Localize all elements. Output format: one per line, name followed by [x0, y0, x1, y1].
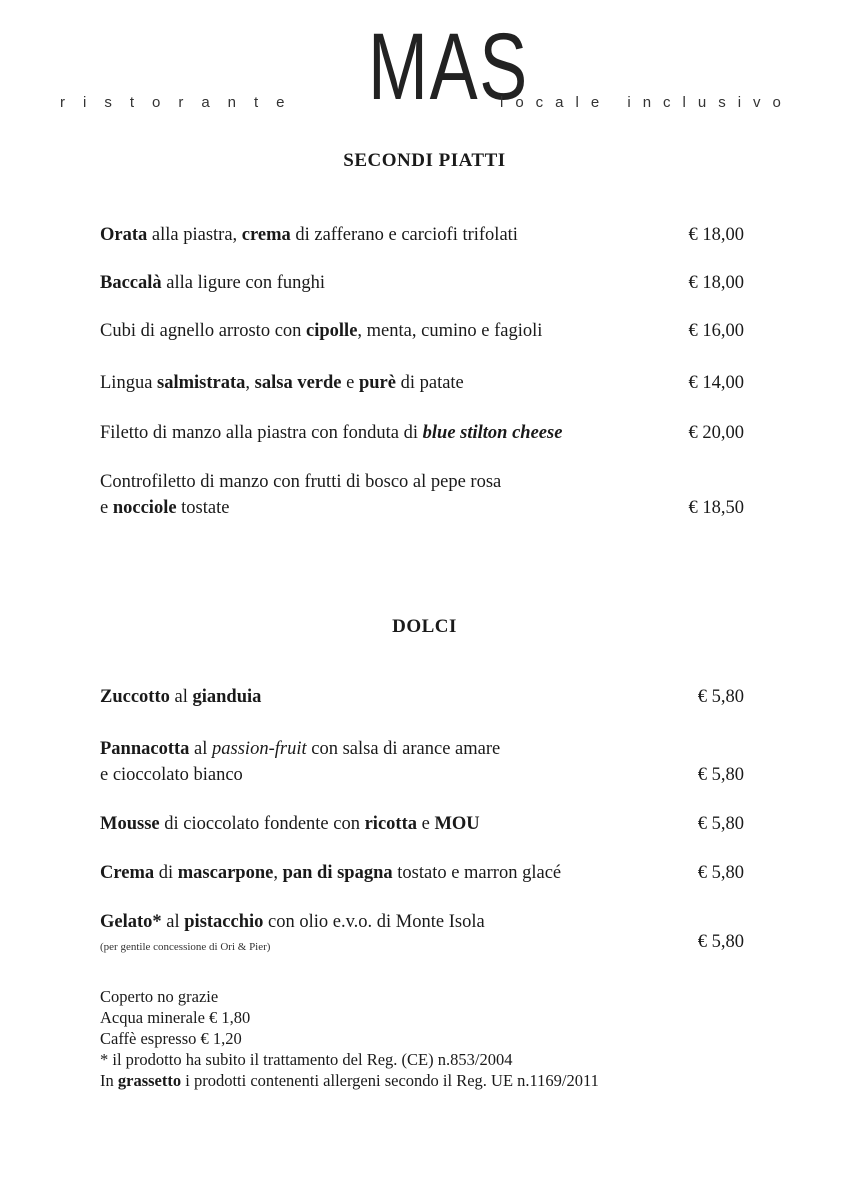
tagline-locale-inclusivo: locale inclusivo	[500, 94, 793, 111]
item-name: Cubi di agnello arrosto con cipolle, menta, cumino e fagioli	[100, 321, 543, 341]
allergen-bold-text: pan di spagna	[282, 863, 393, 883]
menu-header	[0, 0, 849, 130]
item-name: Mousse di cioccolato fondente con ricotta e MOU	[100, 814, 480, 834]
allergen-bold-text: pistacchio	[184, 912, 264, 932]
item-price: € 5,80	[697, 765, 744, 785]
section-title-secondi: SECONDI PIATTI	[343, 150, 506, 171]
menu-item	[100, 318, 744, 344]
menu-footer	[100, 986, 599, 1091]
allergen-bold-text: MOU	[434, 814, 480, 834]
menu-item	[100, 469, 744, 521]
item-price: € 18,00	[688, 225, 744, 245]
allergen-bold-text: crema	[241, 225, 291, 245]
item-name: Filetto di manzo alla piastra con fonduta di blue stilton cheese	[100, 423, 563, 443]
menu-item	[100, 909, 744, 955]
footer-line: Caffè espresso € 1,20	[100, 1029, 242, 1048]
item-name: Crema di mascarpone, pan di spagna tostato e marron glacé	[100, 863, 562, 883]
item-note: (per gentile concessione di Ori & Pier)	[100, 941, 271, 953]
allergen-bold-text: Gelato*	[100, 912, 162, 932]
mas-logo: MAS	[368, 14, 529, 120]
allergen-bold-text: ricotta	[364, 814, 417, 834]
item-name: Controfiletto di manzo con frutti di bosco al pepe rosa e nocciole tostate	[100, 472, 502, 518]
item-name: Baccalà alla ligure con funghi	[100, 273, 326, 293]
allergen-bold-text: salsa verde	[254, 373, 342, 393]
allergen-bold-text: nocciole	[112, 498, 177, 518]
menu-item	[100, 270, 744, 296]
item-name: Pannacotta al passion-fruit con salsa di arance amare e cioccolato bianco	[100, 739, 501, 785]
menu-item	[100, 370, 744, 396]
allergen-bold-italic-text: blue stilton cheese	[422, 423, 563, 443]
menu-item	[100, 420, 744, 446]
italic-text: passion-fruit	[212, 739, 307, 759]
item-price: € 5,80	[697, 863, 744, 883]
item-price: € 5,80	[697, 814, 744, 834]
allergen-bold-text: Crema	[100, 863, 155, 883]
allergen-bold-text: grassetto	[117, 1071, 182, 1090]
tagline-ristorante: ristorante	[60, 94, 303, 111]
allergen-bold-text: cipolle	[306, 321, 358, 341]
allergen-bold-text: Mousse	[100, 814, 160, 834]
allergen-bold-text: Zuccotto	[100, 687, 170, 707]
menu-item	[100, 811, 744, 837]
item-price: € 16,00	[688, 321, 744, 341]
item-price: € 20,00	[688, 423, 744, 443]
menu-item	[100, 222, 744, 248]
allergen-bold-text: mascarpone	[177, 863, 274, 883]
allergen-bold-text: gianduia	[192, 687, 262, 707]
allergen-bold-text: purè	[358, 373, 396, 393]
allergen-bold-text: Baccalà	[100, 273, 162, 293]
allergen-bold-text: Pannacotta	[100, 739, 190, 759]
item-price: € 5,80	[697, 687, 744, 707]
item-price: € 18,50	[688, 498, 744, 518]
allergen-bold-text: salmistrata	[157, 373, 246, 393]
section-title-dolci: DOLCI	[392, 616, 457, 637]
item-name: Gelato* al pistacchio con olio e.v.o. di Monte Isola	[100, 912, 485, 932]
item-price: € 5,80	[697, 932, 744, 952]
footer-line: In grassetto i prodotti contenenti allergeni secondo il Reg. UE n.1169/2011	[100, 1071, 599, 1090]
item-price: € 18,00	[688, 273, 744, 293]
item-name: Zuccotto al gianduia	[100, 687, 262, 707]
footer-line: Acqua minerale € 1,80	[100, 1008, 251, 1027]
menu-item	[100, 860, 744, 886]
footer-line: * il prodotto ha subito il trattamento del Reg. (CE) n.853/2004	[100, 1050, 513, 1069]
item-name: Orata alla piastra, crema di zafferano e carciofi trifolati	[100, 225, 518, 245]
item-price: € 14,00	[688, 373, 744, 393]
allergen-bold-text: Orata	[100, 225, 148, 245]
item-name: Lingua salmistrata, salsa verde e purè di patate	[100, 373, 464, 393]
menu-item	[100, 736, 744, 788]
footer-line: Coperto no grazie	[100, 987, 219, 1006]
menu-item	[100, 684, 744, 710]
